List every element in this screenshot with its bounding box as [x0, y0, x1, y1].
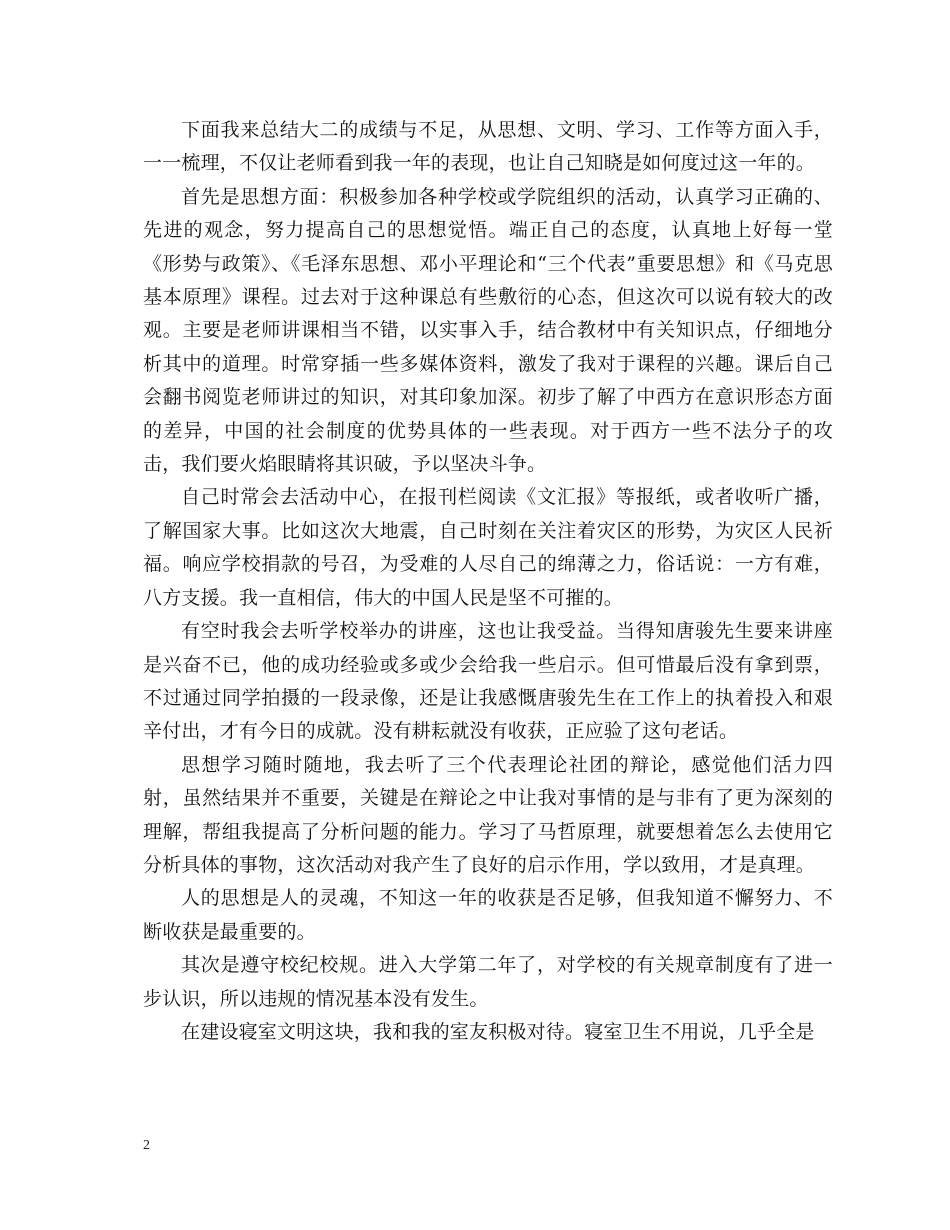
- paragraph-ideology: 首先是思想方面：积极参加各种学校或学院组织的活动，认真学习正确的、先进的观念，努力提高自己的思想觉悟。端正自己的态度，认真地上好每一堂《形势与政策》、《毛泽东思想、邓小平理论和“三个代表”重要思想》和《马克思基本原理》课程。过去对于这种课总有些敷衍的心态，但这次可以说有较大的改观。主要是老师讲课相当不错，以实事入手，结合教材中有关知识点，仔细地分析其中的道理。时常穿插一些多媒体资料，激发了我对于课程的兴趣。课后自己会翻书阅览老师讲过的知识，对其印象加深。初步了解了中西方在意识形态方面的差异，中国的社会制度的优势具体的一些表现。对于西方一些不法分子的攻击，我们要火焰眼睛将其识破，予以坚决斗争。: [143, 185, 833, 476]
- document-body: [143, 114, 833, 1049]
- paragraph-intro: 下面我来总结大二的成绩与不足，从思想、文明、学习、工作等方面入手，一一梳理，不仅让老师看到我一年的表现，也让自己知晓是如何度过这一年的。: [143, 119, 833, 175]
- paragraph-soul: 人的思想是人的灵魂，不知这一年的收获是否足够，但我知道不懈努力、不断收获是最重要的。: [143, 887, 833, 943]
- paragraph-dormitory: 在建设寝室文明这块，我和我的室友积极对待。寝室卫生不用说，几乎全是: [181, 1020, 815, 1043]
- paragraph-activity-center: 自己时常会去活动中心，在报刊栏阅读《文汇报》等报纸，或者收听广播，了解国家大事。比如这次大地震，自己时刻在关注着灾区的形势，为灾区人民祈福。响应学校捐款的号召，为受难的人尽自己的绵薄之力，俗话说：一方有难，八方支援。我一直相信，伟大的中国人民是坚不可摧的。: [143, 486, 833, 609]
- paragraph-lectures: 有空时我会去听学校举办的讲座，这也让我受益。当得知唐骏先生要来讲座是兴奋不已，他的成功经验或多或少会给我一些启示。但可惜最后没有拿到票，不过通过同学拍摄的一段录像，还是让我感慨唐骏先生在工作上的执着投入和艰辛付出，才有今日的成就。没有耕耘就没有收获，正应验了这句老话。: [143, 620, 833, 743]
- paragraph-discipline: 其次是遵守校纪校规。进入大学第二年了，对学校的有关规章制度有了进一步认识，所以违规的情况基本没有发生。: [143, 954, 833, 1010]
- paragraph-debate: 思想学习随时随地，我去听了三个代表理论社团的辩论，感觉他们活力四射，虽然结果并不重要，关键是在辩论之中让我对事情的是与非有了更为深刻的理解，帮组我提高了分析问题的能力。学习了马哲原理，就要想着怎么去使用它分析具体的事物，这次活动对我产生了良好的启示作用，学以致用，才是真理。: [143, 753, 833, 876]
- page-number: 2: [143, 1138, 150, 1153]
